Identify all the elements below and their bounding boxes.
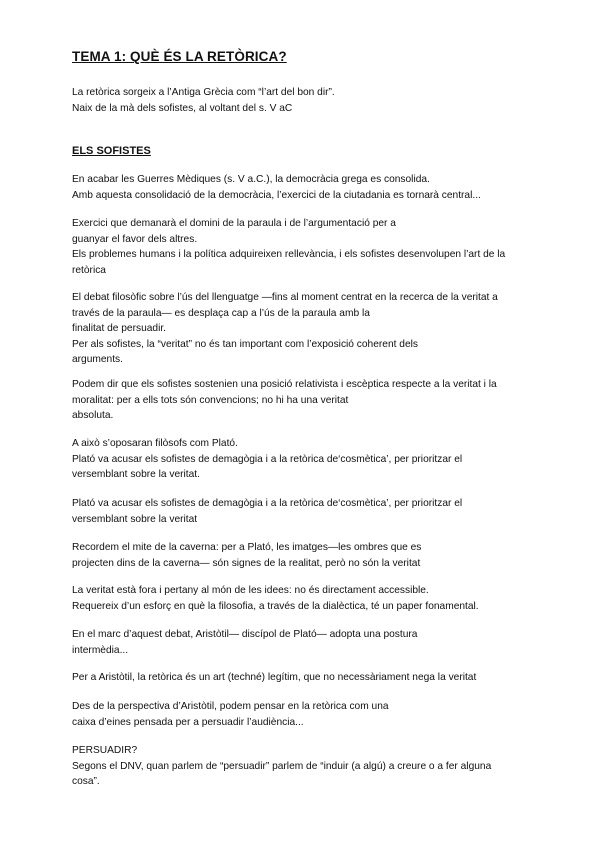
paragraph: [72, 436, 552, 483]
text-line: retòrica: [72, 264, 106, 276]
text-line: arguments.: [72, 354, 123, 366]
text-line: Des de la perspectiva d’Aristòtil, podem pensar en la retòrica com una: [72, 701, 389, 712]
text-line: Plató va acusar els sofistes de demagògia i a la retòrica de‘cosmètica’, per prioritzar el: [72, 453, 463, 465]
text-line: finalitat de persuadir.: [72, 323, 167, 335]
paragraph: [72, 496, 552, 527]
section-heading: ELS SOFISTES: [72, 145, 151, 157]
text-line: Recordem el mite de la caverna: per a Plató, les imatges—les ombres que es: [72, 542, 422, 553]
text-line: La retòrica sorgeix a l’Antiga Grècia com “l’art del bon dir”.: [72, 87, 335, 98]
text-line: guanyar el favor dels altres.: [72, 233, 198, 245]
text-line: Els problemes humans i la política adquireixen rellevància, i els sofistes desenvolupen l’art de la: [72, 249, 506, 261]
text-line: La veritat està fora i pertany al món de les idees: no és directament accessible.: [72, 585, 429, 596]
text-line: En el marc d’aquest debat, Aristòtil— discípol de Plató— adopta una postura: [72, 629, 418, 640]
text-line: PERSUADIR?: [72, 745, 138, 756]
paragraph: [72, 743, 552, 790]
text-line: En acabar les Guerres Mèdiques (s. V a.C.), la democràcia grega es consolida.: [72, 174, 430, 185]
paragraph: [72, 216, 552, 278]
text-line: cosa”.: [72, 776, 100, 788]
text-line: Plató va acusar els sofistes de demagògia i a la retòrica de‘cosmètica’, per prioritzar el: [72, 498, 463, 509]
text-line: Per als sofistes, la “veritat” no és tan important com l’exposició coherent dels: [72, 338, 418, 350]
text-line: projecten dins de la caverna— són signes de la realitat, però no són la veritat: [72, 557, 421, 569]
page-title: TEMA 1: QUÈ ÉS LA RETÒRICA?: [72, 49, 287, 64]
paragraph: [72, 172, 552, 203]
intro-paragraph: [72, 85, 552, 116]
text-line: versemblant sobre la veritat: [72, 513, 198, 525]
text-line: intermèdia...: [72, 644, 129, 656]
text-line: Naix de la mà dels sofistes, al voltant del s. V aC: [72, 102, 293, 114]
paragraph: [72, 377, 552, 424]
paragraph: [72, 670, 552, 686]
text-line: Requereix d’un esforç en què la filosofia, a través de la dialèctica, té un paper fonamental.: [72, 600, 479, 612]
text-line: Segons el DNV, quan parlem de “persuadir” parlem de “induir (a algú) a creure o a fer alguna: [72, 760, 492, 772]
text-line: A això s’oposaran filòsofs com Plató.: [72, 438, 238, 449]
paragraph: [72, 540, 552, 571]
paragraph: [72, 583, 552, 614]
text-line: través de la paraula— es desplaça cap a l’ús de la paraula amb la: [72, 307, 370, 319]
text-line: Exercici que demanarà el domini de la paraula i de l’argumentació per a: [72, 218, 396, 229]
text-line: moralitat: per a ells tots són convencions; no hi ha una veritat: [72, 394, 349, 406]
paragraph: [72, 699, 552, 730]
text-line: versemblant sobre la veritat.: [72, 469, 200, 481]
paragraph: [72, 627, 552, 658]
text-line: Amb aquesta consolidació de la democràcia, l’exercici de la ciutadania es tornarà central...: [72, 189, 481, 201]
paragraph: [72, 290, 552, 368]
text-line: absoluta.: [72, 410, 114, 422]
text-line: caixa d’eines pensada per a persuadir l’audiència...: [72, 716, 304, 728]
text-line: Podem dir que els sofistes sostenien una posició relativista i escèptica respecte a la veritat i la: [72, 379, 497, 390]
text-line: El debat filosòfic sobre l’ús del llenguatge —fins al moment centrat en la recerca de la veritat a: [72, 292, 498, 303]
text-line: Per a Aristòtil, la retòrica és un art (techné) legítim, que no necessàriament nega la veritat: [72, 672, 477, 683]
